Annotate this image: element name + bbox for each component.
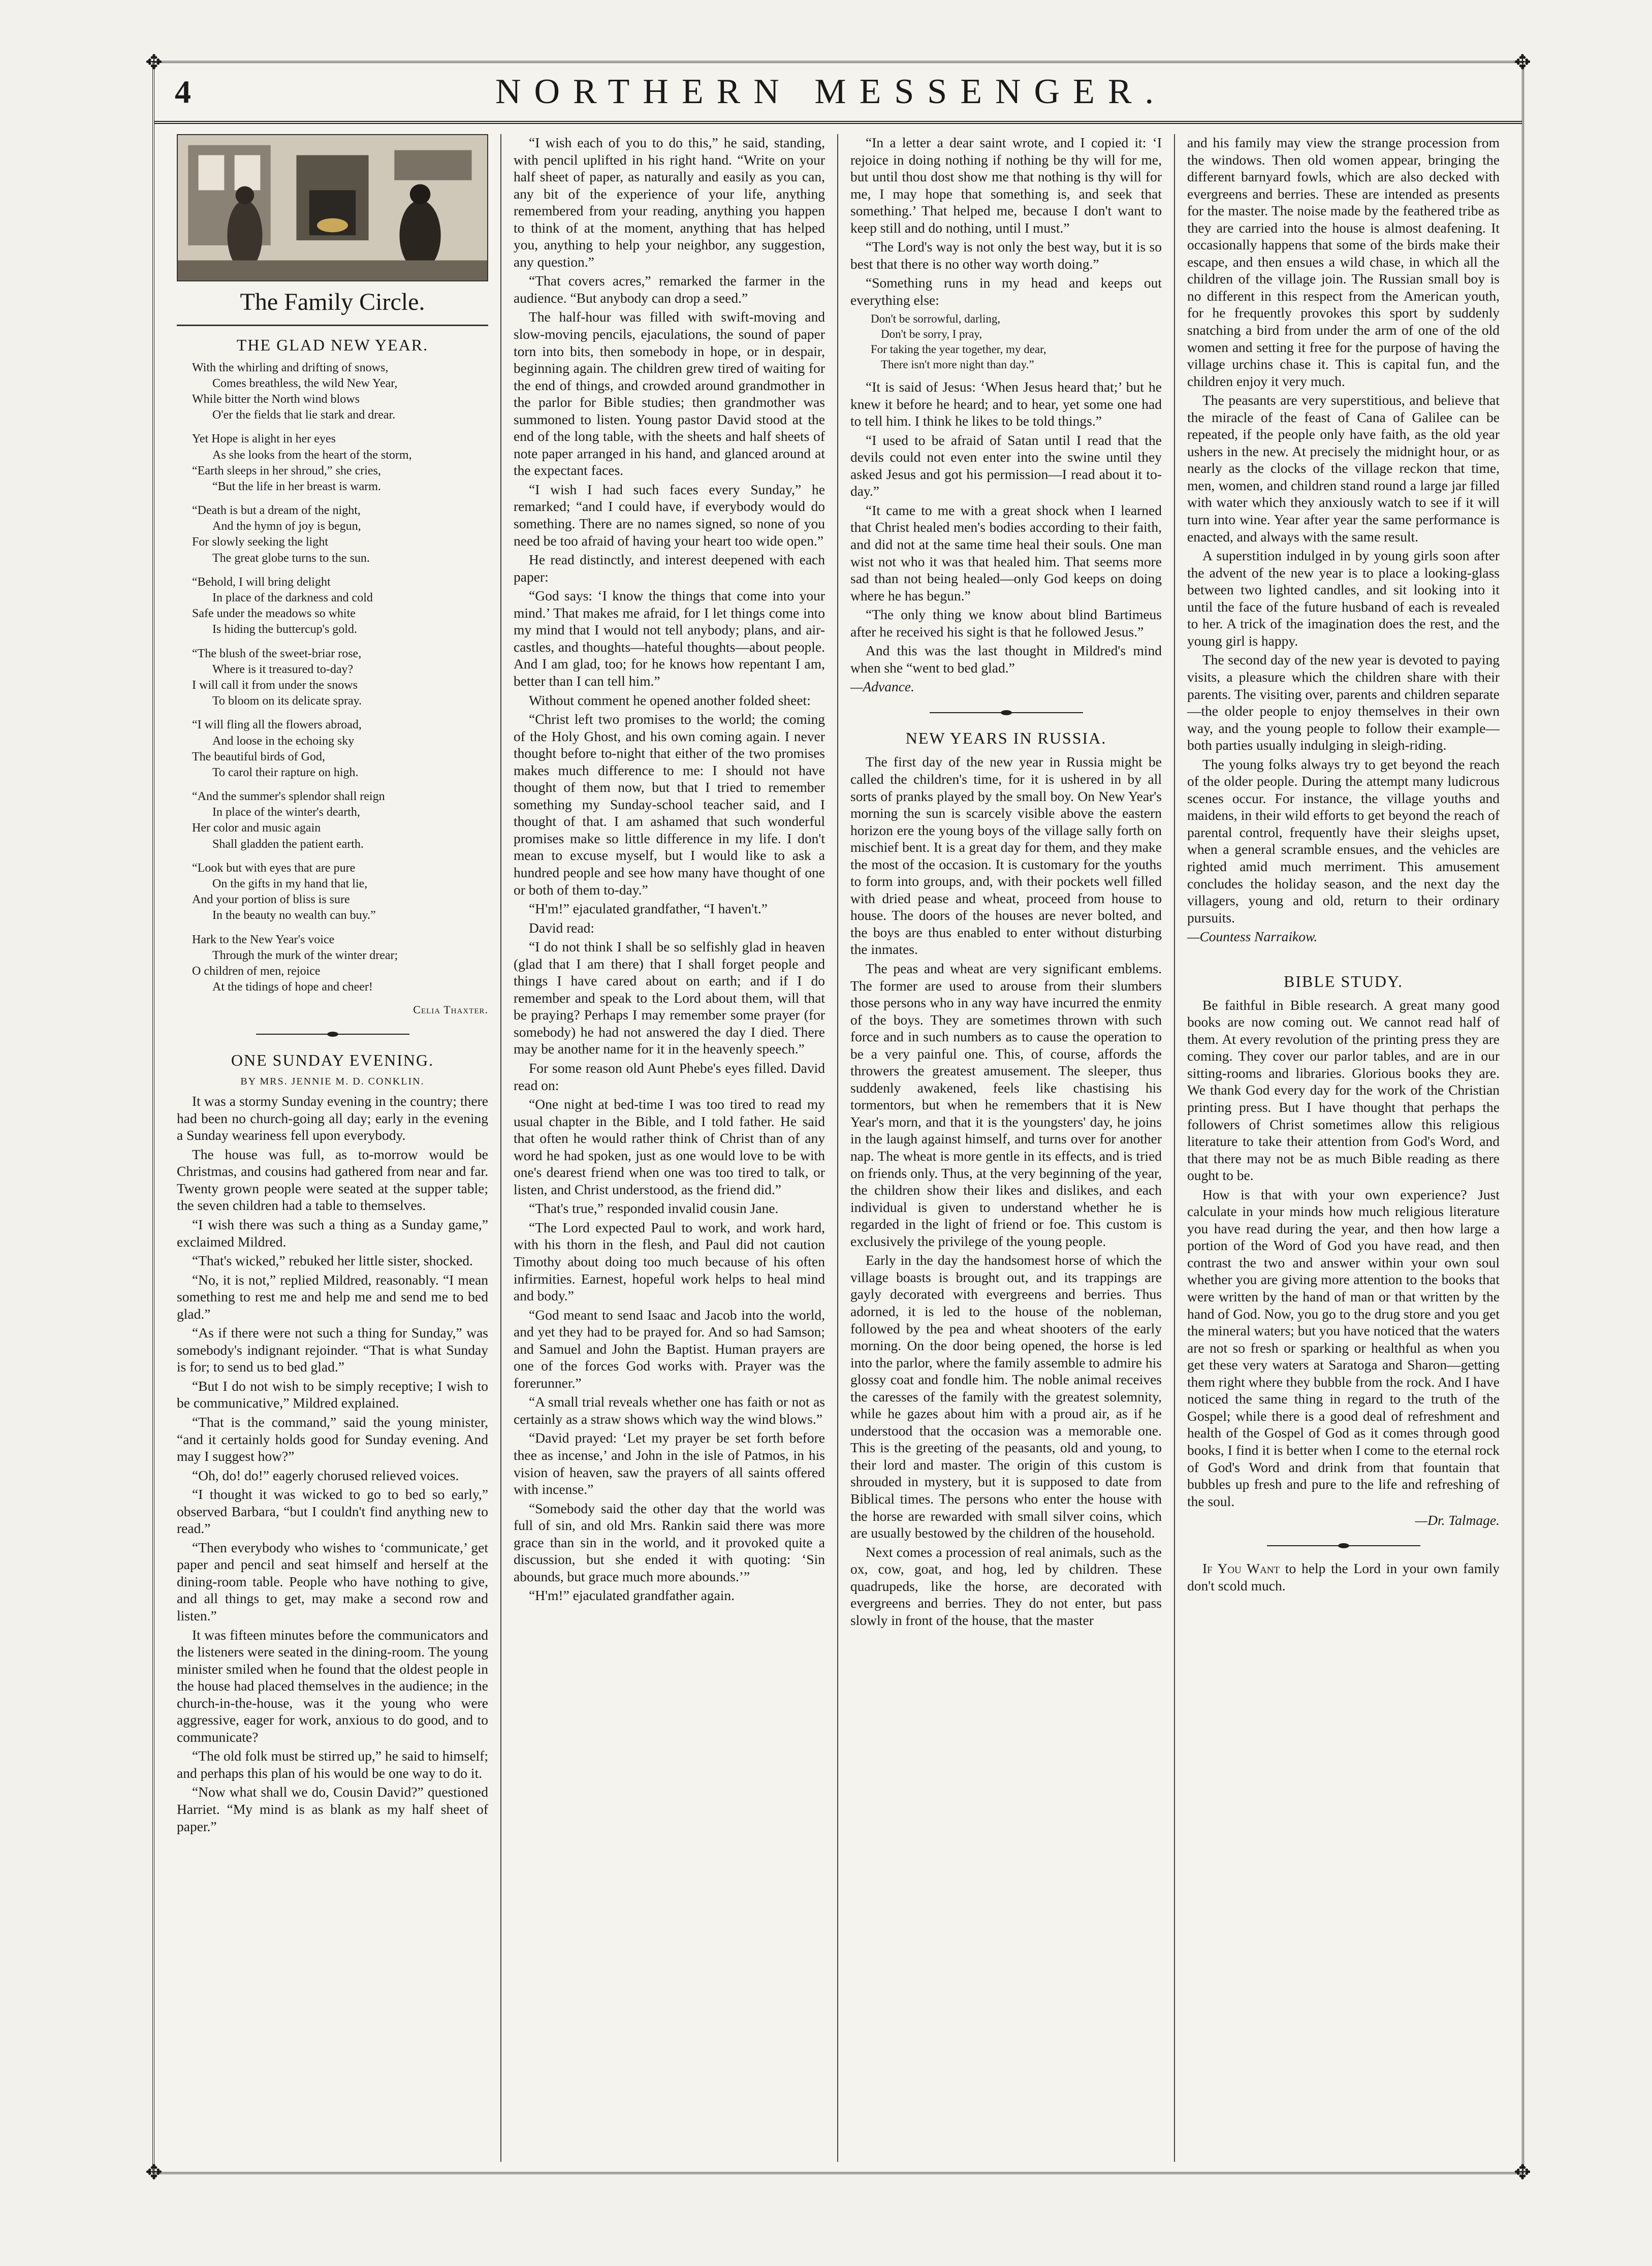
- paragraph: “Somebody said the other day that the world was full of sin, and old Mrs. Rankin said there was more grace than sin in the world, and it provoked quite a discussion, but she ended it with quoting: ‘Sin abounds, but grace much more abounds.’”: [514, 1500, 825, 1584]
- attribution: —Dr. Talmage.: [1415, 1512, 1500, 1528]
- paragraph: “That's wicked,” rebuked her little sister, shocked.: [192, 1253, 473, 1269]
- paragraph: The second day of the new year is devoted to paying visits, a pleasure which the children share with their parents. The visiting over, parents and children separate—the older people to enjoy themselves in their own way, and the young people to follow their example—both parties usually indulging in sleigh-riding.: [1187, 652, 1500, 753]
- corner-ornament-icon: ✥: [1514, 2161, 1531, 2184]
- poem-stanza: [192, 860, 488, 924]
- poem-line: “Look but with eyes that are pure: [192, 861, 356, 875]
- newspaper-page: [145, 51, 1531, 2184]
- paragraph: For some reason old Aunt Phebe's eyes filled. David read on:: [514, 1060, 825, 1093]
- paragraph: and his family may view the strange procession from the windows. Then old women appear, bringing the different barnyard fowls, which are also decked with evergreens and berries. These are intended as presents for the master. The noise made by the feathered tribe as they are carried into the house is almost deafening. It occasionally happens that some of the birds make their escape, and then ensues a wild chase, in which all the children of the village join. The Russian small boy is no different in this respect from the American youth, for he frequently provokes this sport by suddenly snatching a bird from under the arm of one of the old women and setting it free for the purpose of having the village urchins chase it. This is capital fun, and the children enjoy it very much.: [1187, 135, 1500, 389]
- paragraph: “In a letter a dear saint wrote, and I copied it: ‘I rejoice in doing nothing if nothing be thy will for me, but until thou dost show me that nothing is thy will for me, I may hope that something is, and seek that something.’ That helped me, because I don't want to keep still and do nothing, until I must.”: [850, 135, 1162, 236]
- section-divider: [1187, 1536, 1500, 1553]
- paragraph: “One night at bed-time I was too tired to read my usual chapter in the Bible, and I told father. He said that often he would rather think of Christ than of any word he had spoken, just as one would love to be with one's dearest friend when one was too tired to talk, or listen, and Christ understood, as the friend did.”: [514, 1096, 825, 1197]
- paragraph: “Something runs in my head and keeps out everything else:: [850, 275, 1162, 308]
- paragraph: “That is the command,” said the young minister, “and it certainly holds good for Sunday evening. And may I suggest how?”: [177, 1414, 488, 1464]
- paragraph: “The Lord's way is not only the best way, but it is so best that there is no other way worth doing.”: [850, 239, 1162, 272]
- poem-line: “Behold, I will bring delight: [192, 575, 331, 589]
- paragraph: “God meant to send Isaac and Jacob into the world, and yet they had to be prayed for. And so had Samson; and Samuel and John the Baptist. Human prayers are one of the forces God works with. Prayer was the forerunner.”: [514, 1306, 825, 1391]
- poem-line: And the hymn of joy is begun,: [212, 520, 361, 533]
- paragraph: How is that with your own experience? Just calculate in your minds how much religious literature you have read during the year, and then how large a portion of the Word of God you have read, and then contrast the two and answer within your own soul whether you are giving more attention to the books that were written by the hand of man or that written by the hand of God. Now, you go to the drug store and you get the mineral waters; but you have noticed that the waters are not so fresh or sparking or healthful as when you get these very waters at Saratoga and Sharon—getting them right where they bubble from the rock. And I have noticed the same thing in regard to the truth of the Gospel; while there is a good deal of refreshment and health of the Gospel of God as it comes through good books, I find it is better when I come to the eternal rock of God's Word and drink from that fountain that bubbles up fresh and pure to the life and refreshing of the soul.: [1187, 1186, 1500, 1509]
- poem-stanza: [192, 503, 488, 566]
- paragraph: The house was full, as to-morrow would be Christmas, and cousins had gathered from near and far. Twenty grown people were seated at the supper table; the seven children had a table to themselves.: [177, 1146, 488, 1214]
- attribution: —Advance.: [850, 679, 914, 695]
- poem-line: And your portion of bliss is sure: [192, 893, 350, 907]
- paragraph: “Then everybody who wishes to ‘communicate,’ get paper and pencil and seat himself and herself at the dining-room table. People who have nothing to give, and all things to get, may make a second row and listen.”: [177, 1539, 488, 1623]
- paragraph: “The old folk must be stirred up,” he said to himself; and perhaps this plan of his would be one way to do it.: [177, 1748, 488, 1781]
- poem-stanza: [192, 431, 488, 495]
- paragraph: The half-hour was filled with swift-moving and slow-moving pencils, ejaculations, the sound of paper torn into bits, then somebody in hope, or in despair, beginning again. The children grew tired of waiting for the end of things, and crowded around grandmother in the parlor for Bible studies; then grandmother was summoned to listen. Young pastor David stood at the end of the long table, with the sheets and half sheets of note paper arranged in his hand, and glanced around at the expectant faces.: [514, 309, 825, 478]
- corner-ornament-icon: ✥: [1514, 51, 1531, 74]
- poem-title: THE GLAD NEW YEAR.: [236, 335, 429, 354]
- poem-line: To bloom on its delicate spray.: [212, 694, 362, 708]
- section-divider: [177, 1024, 488, 1041]
- poem-line: To carol their rapture on high.: [212, 765, 359, 779]
- column-2: [501, 134, 838, 2162]
- poem-line: At the tidings of hope and cheer!: [212, 980, 373, 994]
- paragraph: “The Lord expected Paul to work, and work hard, with his thorn in the flesh, and Paul did not caution Timothy about doing too much because of his often infirmities. Earnest, hopeful work helps to heal mind and body.”: [514, 1219, 825, 1304]
- paragraph: “God says: ‘I know the things that come into your mind.’ That makes me afraid, for I let things come into my mind that I would not tell anybody; plans, and air-castles, and thoughts—hateful thoughts—about people. And I am glad, too; for he knows how repentant I am, better than I can tell him.”: [514, 588, 825, 689]
- poem-line: Hark to the New Year's voice: [192, 933, 335, 946]
- paragraph: “I do not think I shall be so selfishly glad in heaven (glad that I am there) that I shall forget people and things I have cared about on earth; and if I do remember and speak to the Lord about them, will that be praying? Perhaps I may remember some prayer (for somebody) he had not answered the day I died. There may be another name for it in the heavenly speech.”: [514, 939, 825, 1057]
- poem-line: “Earth sleeps in her shroud,” she cries,: [192, 464, 381, 477]
- paragraph: It was fifteen minutes before the communicators and the listeners were seated in the dining-room. The young minister smiled when he found that the oldest people in the house had placed themselves in the audience; in the church-in-the-house, was it the young who were aggressive, eager for work, anxious to do good, and to communicate?: [177, 1626, 488, 1745]
- poem-line: For slowly seeking the light: [192, 535, 328, 549]
- paragraph: “As if there were not such a thing for Sunday,” was somebody's indignant rejoinder. “That is what Sunday is for; to send us to bed glad.”: [177, 1325, 488, 1375]
- poem-line: Comes breathless, the wild New Year,: [212, 376, 398, 390]
- poem-line: “And the summer's splendor shall reign: [192, 790, 385, 804]
- attribution: —Countess Narraikow.: [1187, 929, 1318, 945]
- poem-line: O'er the fields that lie stark and drear.: [212, 408, 396, 422]
- poem-line: Shall gladden the patient earth.: [212, 837, 364, 851]
- poem-author: Celia Thaxter.: [413, 1003, 488, 1016]
- paragraph: “No, it is not,” replied Mildred, reasonably. “I mean something to rest me and help me and send me to bed glad.”: [177, 1271, 488, 1322]
- paragraph: “That covers acres,” remarked the farmer in the audience. “But anybody can drop a seed.”: [514, 273, 825, 306]
- paragraph: “It is said of Jesus: ‘When Jesus heard that;’ but he knew it before he heard; and to hear, yet some one had to tell him. I think he likes to be told things.”: [850, 379, 1162, 429]
- paragraph: “I used to be afraid of Satan until I read that the devils could not even enter into the swine until they asked Jesus and got his permission—I read about it to-day.”: [850, 432, 1162, 499]
- poem-stanza: [192, 646, 488, 710]
- newspaper-title: NORTHERN MESSENGER.: [495, 72, 1167, 111]
- family-fireside-engraving-icon: [177, 134, 488, 281]
- paragraph: “That's true,” responded invalid cousin Jane.: [529, 1200, 779, 1217]
- paragraph: “Christ left two promises to the world; the coming of the Holy Ghost, and his own coming again. I never thought before to-night that either of the two promises makes much difference to me: I should not have thought of them now, but that I tried to remember something my Sunday-school teacher said, and I thought of that. I am ashamed that such wonderful promises make so little difference in my life. I don't mean to excuse myself, but I would like to ask a hundred people and see how many have thought of one or both of them to-day.”: [514, 711, 825, 898]
- poem-line: As she looks from the heart of the storm,: [212, 448, 412, 462]
- paragraph: “Now what shall we do, Cousin David?” questioned Harriet. “My mind is as blank as my half sheet of paper.”: [177, 1784, 488, 1834]
- poem-line: “Death is but a dream of the night,: [192, 504, 361, 518]
- poem-line: Through the murk of the winter drear;: [212, 948, 398, 962]
- paragraph: “David prayed: ‘Let my prayer be set forth before thee as incense,’ and John in the isle of Patmos, in his vision of heaven, saw the prayers of all saints offered with incense.”: [514, 1430, 825, 1497]
- poem-stanza: [192, 575, 488, 638]
- paragraph: “Oh, do! do!” eagerly chorused relieved voices.: [192, 1467, 459, 1483]
- verse-line: Don't be sorrowful, darling,: [871, 312, 1001, 326]
- page-number: 4: [175, 74, 191, 110]
- inset-verse: [871, 311, 1162, 372]
- story-byline: BY MRS. JENNIE M. D. CONKLIN.: [240, 1075, 425, 1087]
- column-4: [1175, 134, 1512, 2162]
- poem-line: In place of the winter's dearth,: [212, 806, 360, 819]
- paragraph: Be faithful in Bible research. A great many good books are now coming out. We cannot read half of them. At every revolution of the printing press they are coming. They cover our parlor tables, and are in our sitting-rooms and libraries. Glorious books they are. We thank God every day for the work of the Christian printing press. But I have thought that perhaps the followers of Christ sometimes allow this religious literature to take their attention from God's Word, and that there may not be as much Bible reading as there ought to be.: [1187, 997, 1500, 1184]
- poem-line: Her color and music again: [192, 821, 321, 835]
- corner-ornament-icon: ✥: [145, 2161, 163, 2184]
- paragraph: “H'm!” ejaculated grandfather again.: [529, 1587, 735, 1604]
- article-title: NEW YEARS IN RUSSIA.: [905, 729, 1107, 748]
- paragraph: It was a stormy Sunday evening in the country; there had been no church-going all day; early in the evening a Sunday weariness fell upon everybody.: [177, 1093, 488, 1143]
- poem-line: In the beauty no wealth can buy.”: [212, 909, 376, 922]
- paragraph: “The only thing we know about blind Bartimeus after he received his sight is that he followed Jesus.”: [850, 607, 1162, 640]
- paragraph: “I wish each of you to do this,” he said, standing, with pencil uplifted in his right hand. “Write on your half sheet of paper, as naturally and easily as you can, any bit of the experience of your life, anything remembered from your reading, anything you happen to think of at the moment, anything that has helped you, anything to help your neighbor, any suggestion, any question.”: [514, 135, 825, 270]
- poem-stanza: [192, 717, 488, 781]
- paragraph: “H'm!” ejaculated grandfather, “I haven't.”: [529, 901, 768, 917]
- poem-line: The great globe turns to the sun.: [212, 551, 370, 565]
- poem-line: “But the life in her breast is warm.: [212, 480, 381, 493]
- paragraph: The peas and wheat are very significant emblems. The former are used to arouse from their slumbers those persons who in any way have incurred the enmity of the boys. They are sometimes thrown with such force and in such numbers as to cause the operation to be a very painful one. This, of course, affords the throwers the greatest amusement. The sleeper, thus suddenly awakened, feels like chastising his tormentors, but when he remembers that it is New Year's morn, and that it is the youngsters' day, he joins in the laugh against himself, and turns over for another nap. The wheat is more gentle in its effects, and is tried on friends only. Thus, at the very beginning of the year, the children show their likes and dislikes, and each individual is given to understand whether he is regarded in the light of friend or foe. This custom is exclusively the privilege of the young people.: [850, 961, 1162, 1249]
- closing-note: [1187, 1560, 1500, 1594]
- poem-line: Where is it treasured to-day?: [212, 662, 354, 676]
- article-title: BIBLE STUDY.: [1284, 972, 1403, 991]
- masthead: [154, 63, 1522, 124]
- columns: [165, 134, 1512, 2162]
- poem-line: Is hiding the buttercup's gold.: [212, 623, 357, 636]
- closing-lead: If You Want: [1202, 1560, 1280, 1577]
- poem-stanza: [192, 360, 488, 424]
- poem-line: While bitter the North wind blows: [192, 392, 360, 406]
- column-3: [838, 134, 1175, 2162]
- section-divider: [1187, 952, 1500, 963]
- paragraph: “I wish there was such a thing as a Sunday game,” exclaimed Mildred.: [177, 1216, 488, 1250]
- poem-stanza: [192, 789, 488, 852]
- paragraph: Next comes a procession of real animals, such as the ox, cow, goat, and hog, led by children. These quadrupeds, like the horse, are decorated with evergreens and berries. They do not enter, but pass slowly in front of the house, that the master: [850, 1544, 1162, 1628]
- corner-ornament-icon: ✥: [145, 51, 163, 74]
- poem-line: “The blush of the sweet-briar rose,: [192, 647, 362, 660]
- poem-body: [192, 360, 488, 996]
- paragraph: He read distinctly, and interest deepened with each paper:: [514, 552, 825, 585]
- closing-rest: to help the Lord in your own family don't scold much.: [1187, 1560, 1500, 1593]
- paragraph: “I thought it was wicked to go to bed so early,” observed Barbara, “but I couldn't find anything new to read.”: [177, 1486, 488, 1537]
- paragraph: “I wish I had such faces every Sunday,” he remarked; “and I could have, if everybody would do something. There are no names signed, so none of you need be too afraid of having your heart too wide open.”: [514, 481, 825, 549]
- department-heading: The Family Circle.: [177, 281, 488, 326]
- section-divider: [850, 703, 1162, 720]
- paragraph: The young folks always try to get beyond the reach of the older people. During the attempt many ludicrous scenes occur. For instance, the village youths and maidens, in their wild efforts to get beyond the reach of parental control, frequently have their sleighs upset, when a general scramble ensues, and the vehicles are righted amid much merriment. This amusement concludes the holiday season, and the next day the villagers, young and old, return to their ordinary pursuits.: [1187, 756, 1500, 925]
- paragraph: “A small trial reveals whether one has faith or not as certainly as a straw shows which way the wind blows.”: [514, 1394, 825, 1427]
- poem-line: The beautiful birds of God,: [192, 750, 325, 763]
- paragraph: “It came to me with a great shock when I learned that Christ healed men's bodies according to their faith, and did not at the same time heal their souls. One man wist not who it was that healed him. That seems more sad than not being healed—only God keeps on doing where he has begun.”: [850, 502, 1162, 603]
- paragraph: And this was the last thought in Mildred's mind when she “went to bed glad.”: [850, 643, 1162, 676]
- poem-line: O children of men, rejoice: [192, 964, 321, 978]
- poem-line: In place of the darkness and cold: [212, 591, 373, 605]
- poem-line: Safe under the meadows so white: [192, 607, 356, 621]
- story-title: ONE SUNDAY EVENING.: [231, 1050, 434, 1069]
- poem-line: “I will fling all the flowers abroad,: [192, 718, 362, 732]
- paragraph: The first day of the new year in Russia might be called the children's time, for it is ushered in by all sorts of pranks played by the small boy. On New Year's morning the sun is scarcely visible above the eastern horizon ere the young boys of the village sally forth on mischief bent. It is a great day for them, and they make the most of the occasion. It is customary for the youths to form into groups, and, with their pockets well filled with dried pease and wheat, proceed from house to house. The doors of the houses are never bolted, and the boys are thus enabled to enter without disturbing the inmates.: [850, 754, 1162, 958]
- paragraph: “But I do not wish to be simply receptive; I wish to be communicative,” Mildred explained.: [177, 1378, 488, 1411]
- verse-line: There isn't more night than day.”: [881, 358, 1034, 371]
- verse-line: Don't be sorry, I pray,: [881, 328, 982, 341]
- poem-line: And loose in the echoing sky: [212, 734, 355, 748]
- paragraph: David read:: [529, 919, 595, 936]
- poem-line: With the whirling and drifting of snows,: [192, 361, 389, 374]
- paragraph: Early in the day the handsomest horse of which the village boasts is brought out, and its trappings are gayly decorated with evergreens and berries. Thus adorned, it is led to the house of the nobleman, followed by the pea and wheat shooters of the early morning. On the door being opened, the horse is led into the parlor, where the family assemble to admire his glossy coat and fondle him. The noble animal receives the caresses of the family with the greatest solemnity, while he gazes about him with a proud air, as if he understood that the occasion was a memorable one. This is the greeting of the peasants, old and young, to their lord and master. The origin of this custom is shrouded in mystery, but it is supposed to date from Biblical times. The persons who enter the house with the horse are rewarded with small silver coins, which are usually bestowed by the children of the household.: [850, 1252, 1162, 1541]
- column-1: [165, 134, 501, 2162]
- verse-line: For taking the year together, my dear,: [871, 343, 1046, 356]
- poem-line: I will call it from under the snows: [192, 678, 358, 692]
- poem-line: Yet Hope is alight in her eyes: [192, 432, 336, 446]
- paragraph: The peasants are very superstitious, and believe that the miracle of the feast of Cana of Galilee can be repeated, if the people only have faith, as the old year ushers in the new. At precisely the midnight hour, or as nearly as the clocks of the village reckon that time, men, women, and children stand round a large jar filled with water which they anxiously watch to see if it will turn into wine. Year after year the same performance is enacted, and always with the same result.: [1187, 392, 1500, 545]
- paragraph: Without comment he opened another folded sheet:: [529, 692, 811, 708]
- paragraph: A superstition indulged in by young girls soon after the advent of the new year is to place a looking-glass between two lighted candles, and sit looking into it until the face of the future husband of each is revealed to her. A trick of the imagination does the rest, and the young girl is happy.: [1187, 548, 1500, 649]
- poem-stanza: [192, 932, 488, 996]
- poem-line: On the gifts in my hand that lie,: [212, 877, 368, 891]
